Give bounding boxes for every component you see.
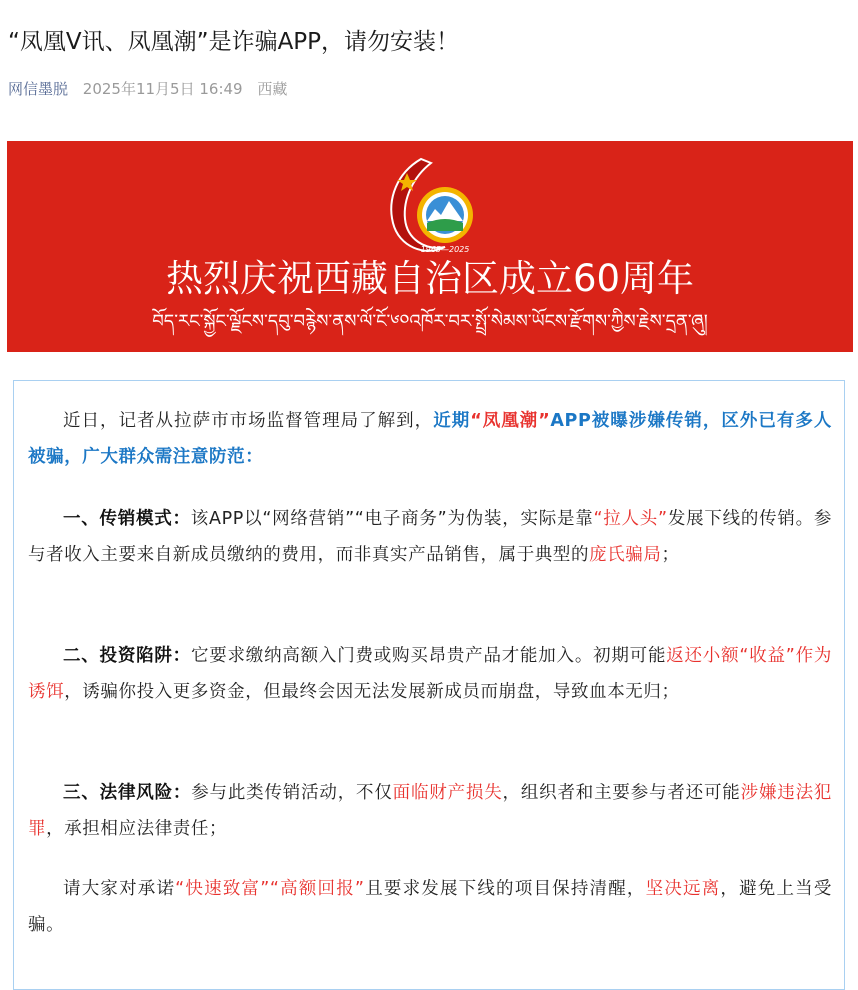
article-meta <box>8 78 287 100</box>
paragraph-advice: 请大家对承诺“快速致富”“高额回报”且要求发展下线的项目保持清醒，坚决远离，避免上当受骗。 <box>28 879 832 935</box>
emblem-years: 1965—2025 <box>420 245 470 254</box>
paragraph-intro: 近日，记者从拉萨市市场监督管理局了解到，近期“凤凰潮”APP被曝涉嫌传销，区外已有多人被骗，广大群众需注意防范： <box>28 411 833 467</box>
paragraph-mlm-model: 一、传销模式：该APP以“网络营销”“电子商务”为伪装，实际是靠“拉人头”发展下线的传销。参与者收入主要来自新成员缴纳的费用，而非真实产品销售，属于典型的庞氏骗局； <box>28 509 833 565</box>
article-content-card <box>13 380 845 990</box>
anniversary-60-emblem <box>373 151 485 263</box>
paragraph-investment-trap: 二、投资陷阱：它要求缴纳高额入门费或购买昂贵产品才能加入。初期可能返还小额“收益”作为诱饵，诱骗你投入更多资金，但最终会因无法发展新成员而崩盘，导致血本无归； <box>28 646 832 702</box>
banner-headline: 热烈庆祝西藏自治区成立60周年 <box>165 257 695 300</box>
publish-date: 2025年11月5日 16:49 <box>82 80 243 98</box>
article-title: “凤凰V讯、凤凰潮”是诈骗APP，请勿安装！ <box>8 29 460 55</box>
section-heading: 一、传销模式： <box>63 509 191 529</box>
celebration-banner <box>7 141 853 352</box>
publish-location: 西藏 <box>257 80 288 98</box>
paragraph-legal-risk: 三、法律风险：参与此类传销活动，不仅面临财产损失，组织者和主要参与者还可能涉嫌违法犯罪，承担相应法律责任； <box>28 783 832 839</box>
author-link[interactable]: 网信墨脱 <box>8 80 69 98</box>
section-heading: 三、法律风险： <box>63 783 192 803</box>
banner-tibetan-line: བོད་རང་སྐྱོང་ལྗོངས་དབུ་བརྙེས་ནས་ལོ་ངོ་༦༠འཁོར་བར་སྤྲོ་སེམས་ཡོངས་རྫོགས་ཀྱིས་རྗེས་དྲན་ཞུ། <box>152 311 708 332</box>
section-heading: 二、投资陷阱： <box>63 646 191 666</box>
